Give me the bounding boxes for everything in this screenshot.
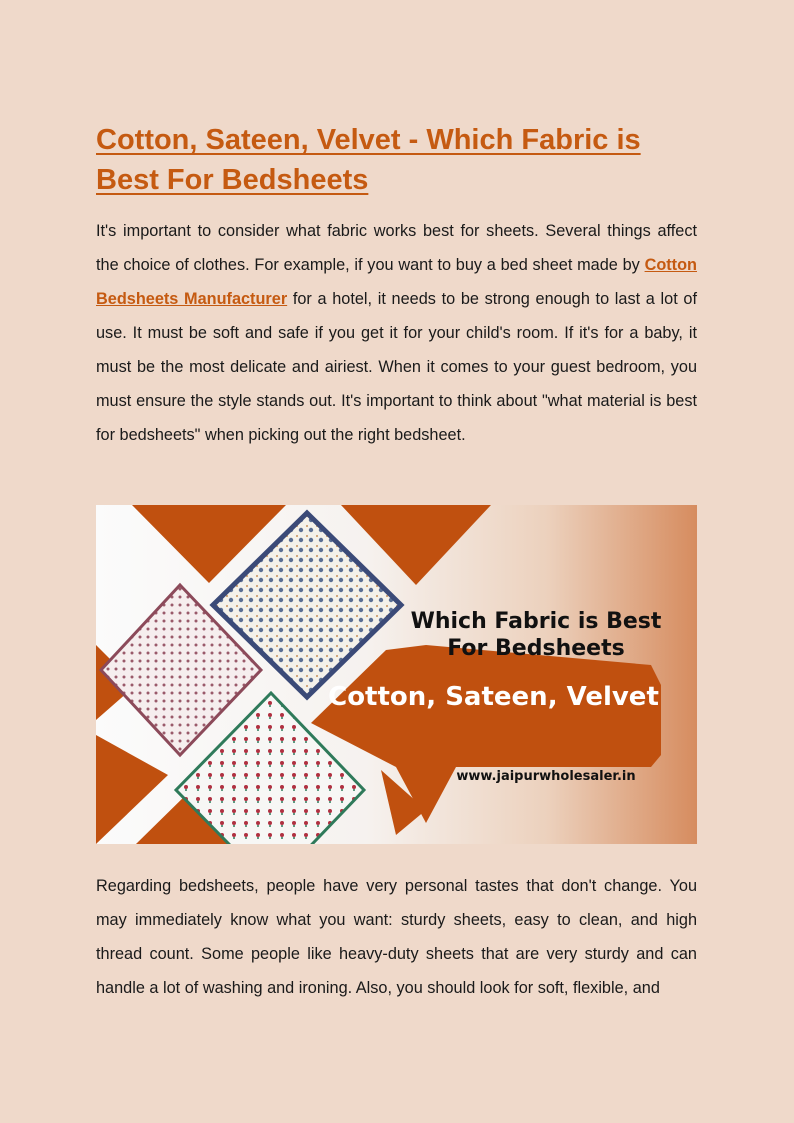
cotton-bedsheets-manufacturer-link[interactable]: Cotton Bedsheets Manufacturer [96, 256, 697, 308]
article-title[interactable]: Cotton, Sateen, Velvet - Which Fabric is Best For Bedsheets [96, 124, 641, 196]
body-paragraph: Regarding bedsheets, people have very personal tastes that don't change. You may immediately know what you want: sturdy sheets, easy to clean, and high thread count. Some people like heavy-duty sheets that are very sturdy and can handle a lot of washing and ironing. Also, you should look for soft, flexible, and [96, 877, 697, 997]
intro-text-start: It's important to consider what fabric works best for sheets. Several things affect the choice of clothes. For example, if you want to buy a bed sheet made by [96, 222, 697, 274]
article-banner-image [96, 505, 697, 844]
banner-heading-line1: Which Fabric is Best [410, 609, 662, 634]
intro-paragraph [96, 214, 697, 452]
banner-heading-line2: For Bedsheets [447, 636, 625, 661]
intro-text-end: for a hotel, it needs to be strong enough to last a lot of use. It must be soft and safe if you get it for your child's room. If it's for a baby, it must be the most delicate and airiest. When it comes to your guest bedroom, you must ensure the style stands out. It's important to think about "what material is best for bedsheets" when picking out the right bedsheet. [96, 290, 697, 444]
banner-website-url: www.jaipurwholesaler.in [456, 769, 636, 784]
banner-subheading: Cotton, Sateen, Velvet [328, 682, 659, 712]
banner-graphics [96, 505, 697, 844]
